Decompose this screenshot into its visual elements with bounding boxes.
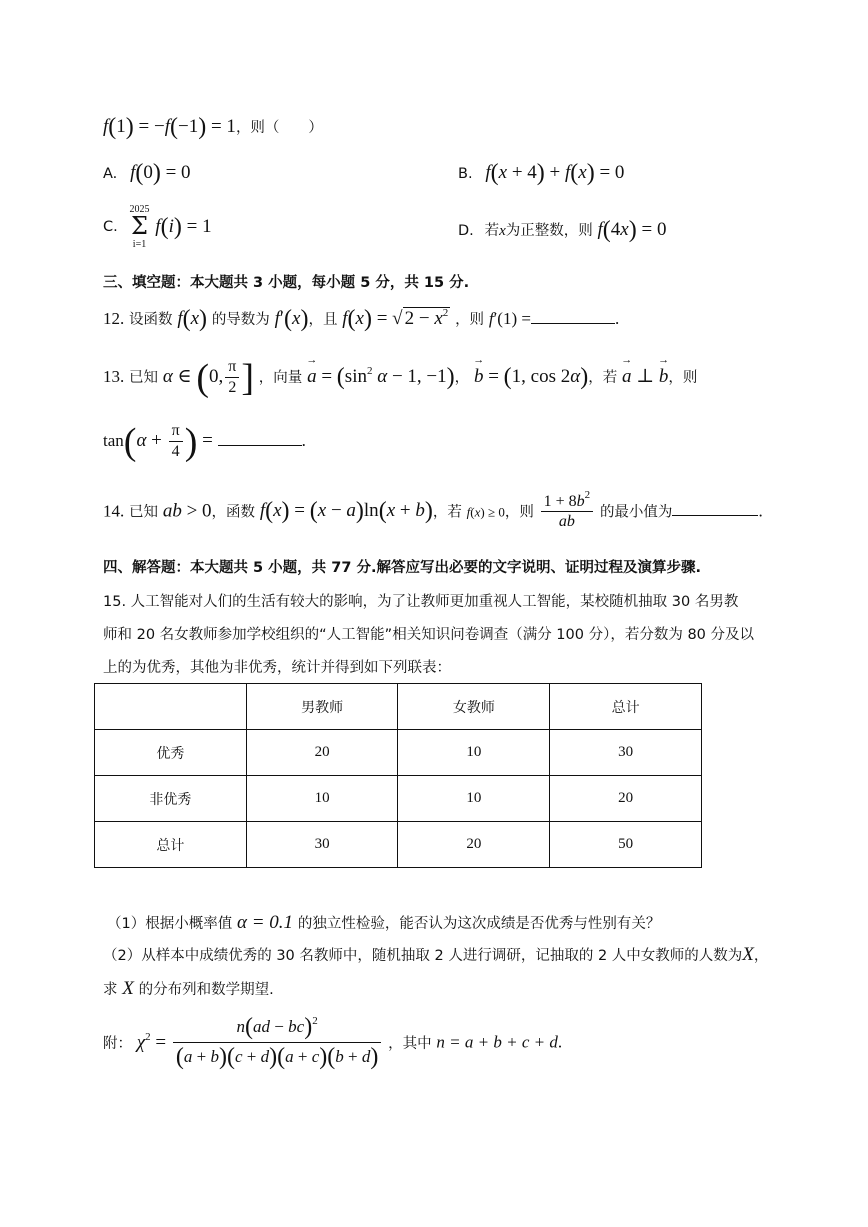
q14-text-2: ，函数 bbox=[211, 504, 256, 521]
option-d-pre: 若 bbox=[484, 223, 500, 239]
table-header-cell bbox=[95, 684, 247, 730]
table-cell: 10 bbox=[398, 730, 550, 776]
question-12: 12. 设函数 f(x) 的导数为 f′(x)，且 f(x) = √ $2 - x^2$ ，则 f′(1) = . bbox=[103, 306, 620, 332]
option-d-mid: 为正整数，则 bbox=[505, 223, 593, 239]
option-b-label: B. bbox=[458, 166, 473, 182]
q13-tan-label: tan bbox=[103, 431, 124, 450]
table-header-cell: 男教师 bbox=[246, 684, 398, 730]
q15-part1-alpha: α = 0.1 bbox=[237, 912, 294, 933]
q13-text-3: ， bbox=[454, 370, 470, 386]
q14-text-3: ，若 bbox=[432, 504, 462, 521]
table-cell: 10 bbox=[246, 776, 398, 822]
q15-part2-line2-post: 的分布列和数学期望. bbox=[138, 982, 274, 998]
table-cell: 50 bbox=[550, 822, 702, 868]
contingency-table bbox=[94, 683, 702, 868]
table-cell: 20 bbox=[398, 822, 550, 868]
q15-line-2: 师和 20 名女教师参加学校组织的“人工智能”相关知识问卷调查（满分 100 分），若分数为 80 分及以 bbox=[103, 627, 755, 643]
table-header-row bbox=[95, 684, 702, 730]
q14-end: . bbox=[758, 501, 763, 521]
q11-stem-tail: ，则（ ） bbox=[235, 120, 323, 136]
q15-part1-pre: （1）根据小概率值 bbox=[107, 916, 233, 932]
table-cell: 10 bbox=[398, 776, 550, 822]
section-4-heading: 四、解答题：本大题共 5 小题，共 77 分.解答应写出必要的文字说明、证明过程及演算步骤. bbox=[103, 560, 701, 576]
appendix-mid: ，其中 bbox=[388, 1036, 432, 1053]
appendix-n-formula: n = a + b + c + d bbox=[436, 1032, 558, 1052]
q14-text-4: ，则 bbox=[504, 504, 534, 521]
q15-part2-line1: （2）从样本中成绩优秀的 30 名教师中，随机抽取 2 人进行调研，记抽取的 2 人中女教师的人数为 bbox=[103, 948, 743, 964]
option-a-formula: f(0) = 0 bbox=[130, 160, 191, 186]
appendix-end: . bbox=[557, 1032, 563, 1052]
appendix-label: 附： bbox=[103, 1036, 132, 1053]
chi-square-formula: $\frac{n(ad - bc)^2}{(a + b)(c + d)(a + c)(b + d)}$ bbox=[173, 1014, 381, 1071]
q11-option-a[interactable] bbox=[103, 160, 191, 187]
sum-lower-limit: i=1 bbox=[132, 239, 147, 250]
table-row bbox=[95, 822, 702, 868]
q15-part-1 bbox=[107, 912, 660, 934]
q11-condition: f(1) = −f(−1) = 1，则（ ） bbox=[103, 114, 323, 140]
sum-upper-limit: 2025 bbox=[129, 204, 150, 215]
q14-text-5: 的最小值为 bbox=[599, 504, 673, 521]
q13-text-5: ，则 bbox=[668, 370, 698, 386]
table-cell: 总计 bbox=[95, 822, 247, 868]
q13-answer-blank[interactable] bbox=[218, 444, 302, 446]
option-b-formula: f(x + 4) + f(x) = 0 bbox=[485, 160, 625, 186]
q13-text-4: ，若 bbox=[588, 370, 618, 386]
table-header-cell: 总计 bbox=[550, 684, 702, 730]
q15-part2-var: X bbox=[742, 944, 754, 965]
q13-end: . bbox=[301, 431, 306, 450]
q15-part2-line2-pre: 求 bbox=[103, 982, 118, 998]
q15-part2-var: X bbox=[122, 978, 134, 999]
table-cell: 20 bbox=[246, 730, 398, 776]
table-row bbox=[95, 776, 702, 822]
q15-line-3: 上的为优秀，其他为非优秀，统计并得到如下列联表： bbox=[103, 660, 451, 676]
q12-text-2: 的导数为 bbox=[211, 312, 270, 328]
q11-option-d[interactable] bbox=[458, 217, 666, 244]
q15-line-1: 15. 人工智能对人们的生活有较大的影响，为了让教师更加重视人工智能，某校随机抽取 30 名男教 bbox=[103, 594, 739, 610]
q15-part1-post: 的独立性检验，能否认为这次成绩是否优秀与性别有关？ bbox=[297, 916, 661, 932]
table-header-cell: 女教师 bbox=[398, 684, 550, 730]
q11-option-c[interactable] bbox=[103, 204, 212, 250]
q15-part-2 bbox=[103, 944, 768, 966]
q14-text-1: 已知 bbox=[129, 504, 159, 521]
table-row bbox=[95, 730, 702, 776]
table-cell: 30 bbox=[246, 822, 398, 868]
q13-number: 13. bbox=[103, 367, 125, 386]
q14-number: 14. bbox=[103, 501, 125, 521]
q13-tan-line: tan(α + $\frac{\pi}{4}$ ) = . bbox=[103, 421, 306, 463]
q13-text-2: ，向量 bbox=[258, 370, 303, 386]
q15-part2-end: ， bbox=[753, 948, 769, 964]
option-c-formula: f(i) = 1 bbox=[155, 213, 212, 240]
q12-text-3: ，且 bbox=[308, 312, 338, 328]
q14-answer-blank[interactable] bbox=[672, 514, 758, 516]
table-cell: 20 bbox=[550, 776, 702, 822]
table-cell: 非优秀 bbox=[95, 776, 247, 822]
table-cell: 优秀 bbox=[95, 730, 247, 776]
q12-end: . bbox=[614, 309, 620, 328]
option-d-label: D. bbox=[458, 223, 474, 239]
question-14: 14. 已知 ab > 0，函数 f(x) = (x − a)ln(x + b)，若 f(x) ≥ 0，则 $\frac{1 + 8b^2}{ab}$ 的最小值为 . bbox=[103, 489, 763, 531]
q13-text-1: 已知 bbox=[129, 370, 159, 386]
section-3-heading: 三、填空题：本大题共 3 小题，每小题 5 分，共 15 分. bbox=[103, 275, 470, 291]
option-a-label: A. bbox=[103, 166, 118, 182]
option-d-formula: f(4x) = 0 bbox=[597, 217, 667, 243]
option-d-var: x bbox=[499, 223, 506, 239]
q11-option-b[interactable] bbox=[458, 160, 624, 187]
q12-number: 12. bbox=[103, 309, 125, 328]
q15-part-2-line-2 bbox=[103, 978, 274, 1000]
q15-appendix: 附： $\chi^2$ = $\frac{n(ad - bc)^2}{(a + b)(c + d)(a + c)(b + d)}$ ，其中 n = a + b + c + d. bbox=[103, 1014, 563, 1070]
option-c-label: C. bbox=[103, 219, 118, 235]
q12-answer-blank[interactable] bbox=[531, 322, 615, 324]
table-cell: 30 bbox=[550, 730, 702, 776]
question-13: 13. 已知 α ∈ (0, $\frac{\pi}{2}$ ] ，向量 → $a = (\sin^2$ α − 1, −1)， → b = (1, cos 2α)，若 → a ⊥ → b，则 bbox=[103, 356, 697, 400]
q12-text-4: ，则 bbox=[455, 312, 485, 328]
q12-text-1: 设函数 bbox=[129, 312, 173, 328]
summation-symbol: 2025 Σ i=1 bbox=[129, 204, 151, 250]
